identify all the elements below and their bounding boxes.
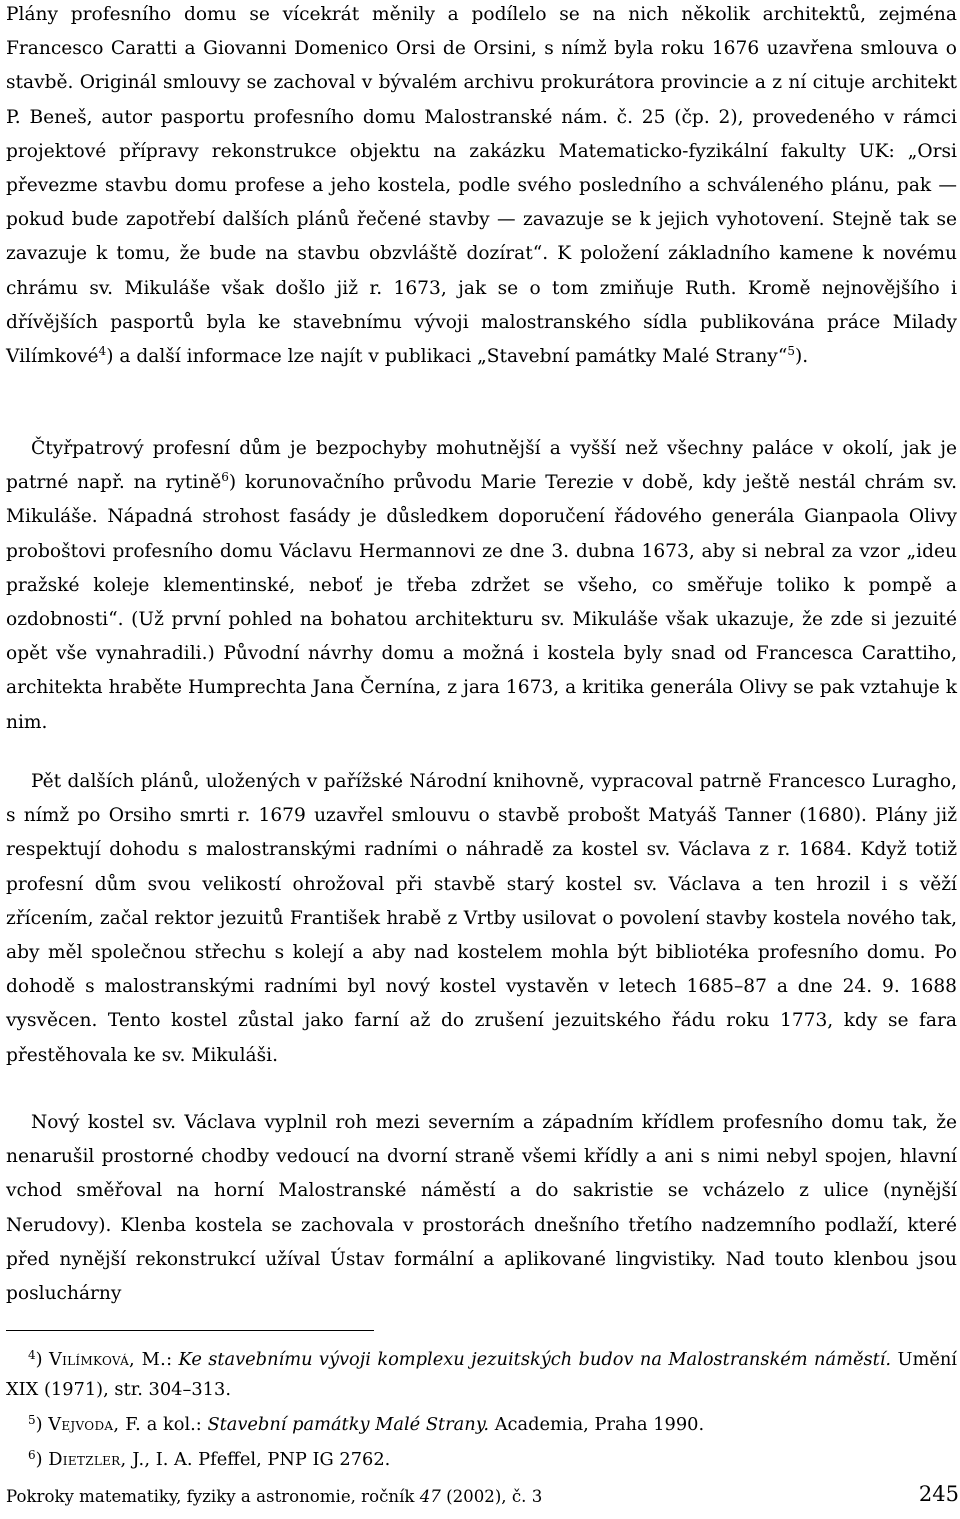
footnote-4-rest: Umění XIX (1971), str. 304–313. (6, 1349, 957, 1400)
footnote-6-author: Dietzler, J. (48, 1449, 145, 1470)
footnote-4-sep: : (166, 1349, 179, 1370)
footnotes (6, 1340, 957, 1475)
footnote-5-mark: 5 (28, 1413, 36, 1427)
footnote-4-paren: ) (35, 1349, 43, 1370)
footnote-6-mark: 6 (28, 1448, 36, 1462)
footnote-5-rest: Academia, Praha 1990. (489, 1414, 705, 1435)
paragraph-2 (6, 432, 957, 740)
footnote-ref-5[interactable]: 5 (787, 343, 795, 358)
paragraph-1-text-cont: ) a další informace lze najít v publikaci „Stavební památky Malé Strany“ (106, 346, 788, 368)
footnote-6-paren: ) (35, 1449, 43, 1470)
footnote-5-title: Stavební památky Malé Strany. (207, 1414, 490, 1435)
footnote-5-author: Vejvoda, F. (48, 1414, 142, 1435)
footnote-divider (6, 1330, 374, 1331)
journal-name: Pokroky matematiky, fyziky a astronomie, ročník (6, 1487, 420, 1506)
paragraph-1-text: Plány profesního domu se vícekrát měnily a podílelo se na nich několik architektů, zejména Francesco Caratti a Giovanni Domenico Orsi de Orsini, s nímž byla roku 1676 uzavřena smlouva o stavbě. Originál smlouvy se zachoval v bývalém archivu prokurátora provincie a z ní cituje architekt P. Beneš, autor pasportu profesního domu Malostranské nám. č. 25 (čp. 2), provedeného v rámci projektové přípravy rekonstrukce objektu na zakázku Matematicko-fyzikální fakulty UK: „Orsi převezme stavbu domu profese a jeho kostela, podle svého posledního a schváleného plánu, pak — pokud bude zapotřebí dalších plánů řečené stavby — zavazuje se k jejich vyhotovení. Stejně tak se zavazuje k tomu, že bude na stavbu obzvláště dozírat“. K položení základního kamene k novému chrámu sv. Mikuláše však došlo již r. 1673, jak se o tom zmiňuje Ruth. Kromě nejnovějšího i dřívějších pasportů byla ke stavebnímu vývoji malostranského sídla publikována práce Milady Vilímkové (6, 4, 957, 368)
paragraph-1-text-end: ). (794, 346, 809, 368)
paragraph-1 (6, 0, 957, 374)
footnote-ref-4[interactable]: 4 (98, 343, 107, 358)
page-footer (6, 1482, 959, 1508)
journal-volume: 47 (419, 1487, 441, 1506)
journal-issue: (2002), č. 3 (440, 1487, 543, 1506)
footnote-5 (6, 1405, 957, 1440)
footnote-ref-6[interactable]: 6 (221, 470, 229, 485)
footnote-6-rest: , I. A. Pfeffel, PNP IG 2762. (144, 1449, 391, 1470)
footnote-4-mark: 4 (28, 1348, 36, 1362)
footnote-5-paren: ) (35, 1414, 43, 1435)
footnote-6 (6, 1440, 957, 1475)
paragraph-2-text: Čtyřpatrový profesní dům je bezpochyby mohutnější a vyšší než všechny paláce v okolí, jak je patrné např. na rytině (6, 438, 957, 494)
page-number: 245 (918, 1482, 959, 1506)
footnote-4-title: Ke stavebnímu vývoji komplexu jezuitských budov na Malostranském náměstí. (178, 1349, 892, 1370)
footnote-4-author: Vilímková, M. (48, 1349, 167, 1370)
footnote-4 (6, 1340, 957, 1405)
footnote-5-sep: a kol.: (141, 1414, 208, 1435)
paragraph-4: Nový kostel sv. Václava vyplnil roh mezi severním a západním křídlem profesního domu tak, že nenarušil prostorné chodby vedoucí na dvorní straně všemi křídly a ani s nimi nebyl spojen, hlavní vchod směřoval na horní Malostranské náměstí a do sakristie se vcházelo z ulice (nynější Nerudovy). Klenba kostela se zachovala v prostorách dnešního třetího nadzemního podlaží, které před nynější rekonstrukcí užíval Ústav formální a aplikované lingvistiky. Nad touto klenbou jsou posluchárny (6, 1112, 957, 1305)
paragraph-3: Pět dalších plánů, uložených v pařížské Národní knihovně, vypracoval patrně Francesco Luragho, s nímž po Orsiho smrti r. 1679 uzavřel smlouvu o stavbě probošt Matyáš Tanner (1680). Plány již respektují dohodu s malostranskými radními o náhradě za kostel sv. Václava z r. 1684. Když totiž profesní dům svou velikostí ohrožoval při stavbě starý kostel sv. Václava a ten hrozil i s věží zřícením, začal rektor jezuitů František hrabě z Vrtby usilovat o povolení stavby kostela nového tak, aby měl společnou střechu s kolejí a aby nad kostelem mohla být bibliotéka profesního domu. Po dohodě s malostranskými radními byl nový kostel vystavěn v letech 1685–87 a dne 24. 9. 1688 vysvěcen. Tento kostel zůstal jako farní až do zrušení jezuitského řádu roku 1773, kdy se fara přestěhovala ke sv. Mikuláši. (6, 771, 957, 1066)
paragraph-2-text-cont: ) korunovačního průvodu Marie Terezie v době, kdy ještě nestál chrám sv. Mikuláše. Nápadná strohost fasády je důsledkem doporučení řádového generála Gianpaola Olivy proboštovi profesního domu Václavu Hermannovi ze dne 3. dubna 1673, aby si nebral za vzor „ideu pražské koleje klementinské, neboť je třeba zdržet se všeho, co směřuje toliko k pompě a ozdobnosti“. (Už první pohled na bohatou architekturu sv. Mikuláše však ukazuje, že zde si jezuité opět vše vynahradili.) Původní návrhy domu a možná i kostela byly snad od Francesca Carattiho, architekta hraběte Humprechta Jana Černína, z jara 1673, a kritika generála Olivy se pak vztahuje k nim. (6, 472, 957, 733)
